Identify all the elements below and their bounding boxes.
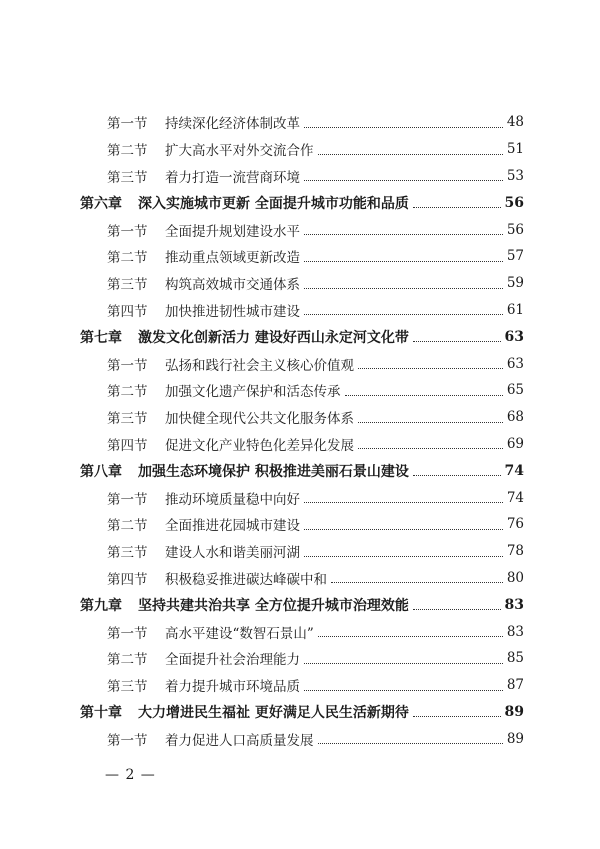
toc-entry-page: 63 bbox=[506, 355, 524, 372]
toc-entry-number: 第八章 bbox=[80, 463, 122, 480]
toc-section-entry[interactable] bbox=[0, 484, 524, 511]
toc-entry-page: 80 bbox=[506, 569, 524, 586]
toc-entry-title: 加快推进韧性城市建设 bbox=[165, 303, 300, 320]
toc-entry-number: 第一节 bbox=[107, 491, 148, 508]
dot-leader bbox=[318, 154, 503, 155]
toc-chapter-entry[interactable] bbox=[0, 323, 524, 350]
dot-leader bbox=[304, 180, 503, 181]
toc-section-entry[interactable] bbox=[0, 672, 524, 699]
toc-entry-number: 第二节 bbox=[107, 143, 148, 160]
toc-section-entry[interactable] bbox=[0, 538, 524, 565]
toc-section-entry[interactable] bbox=[0, 163, 524, 190]
toc-entry-page: 87 bbox=[506, 677, 524, 694]
dot-leader bbox=[413, 716, 501, 717]
dot-leader bbox=[304, 288, 503, 289]
toc-entry-title: 全面推进花园城市建设 bbox=[165, 518, 300, 535]
toc-entry-number: 第一节 bbox=[107, 625, 148, 642]
toc-section-entry[interactable] bbox=[0, 270, 524, 297]
dot-leader bbox=[358, 422, 503, 423]
toc-section-entry[interactable] bbox=[0, 377, 524, 404]
toc-entry-page: 74 bbox=[506, 489, 524, 506]
toc-entry-number: 第三节 bbox=[107, 277, 148, 294]
toc-entry-page: 89 bbox=[506, 730, 524, 747]
toc-entry-number: 第一节 bbox=[107, 223, 148, 240]
toc-entry-page: 59 bbox=[506, 275, 524, 292]
toc-entry-page: 53 bbox=[506, 167, 524, 184]
toc-entry-number: 第七章 bbox=[80, 329, 122, 346]
dot-leader bbox=[331, 582, 503, 583]
toc-entry-number: 第六章 bbox=[80, 195, 122, 212]
dot-leader bbox=[413, 341, 501, 342]
toc-entry-page: 85 bbox=[506, 650, 524, 667]
toc-section-entry[interactable] bbox=[0, 297, 524, 324]
toc-entry-number: 第三节 bbox=[107, 679, 148, 696]
toc-entry-number: 第二节 bbox=[107, 384, 148, 401]
toc-entry-number: 第四节 bbox=[107, 437, 148, 454]
toc-section-entry[interactable] bbox=[0, 216, 524, 243]
toc-chapter-entry[interactable] bbox=[0, 457, 524, 484]
toc-section-entry[interactable] bbox=[0, 511, 524, 538]
toc-entry-title: 大力增进民生福祉 更好满足人民生活新期待 bbox=[138, 704, 409, 721]
dot-leader bbox=[413, 609, 501, 610]
toc-entry-title: 坚持共建共治共享 全方位提升城市治理效能 bbox=[138, 597, 409, 614]
toc-section-entry[interactable] bbox=[0, 136, 524, 163]
toc-entry-title: 着力促进人口高质量发展 bbox=[165, 732, 314, 749]
toc-entry-title: 积极稳妥推进碳达峰碳中和 bbox=[165, 571, 327, 588]
dot-leader bbox=[304, 234, 503, 235]
toc-entry-title: 全面提升规划建设水平 bbox=[165, 223, 300, 240]
toc-section-entry[interactable] bbox=[0, 725, 524, 752]
toc-entry-number: 第二节 bbox=[107, 518, 148, 535]
toc-chapter-entry[interactable] bbox=[0, 699, 524, 726]
toc-entry-title: 推动环境质量稳中向好 bbox=[165, 491, 300, 508]
toc-entry-page: 56 bbox=[506, 221, 524, 238]
toc-section-entry[interactable] bbox=[0, 431, 524, 458]
toc-entry-page: 83 bbox=[506, 623, 524, 640]
dot-leader bbox=[318, 636, 503, 637]
toc-entry-title: 激发文化创新活力 建设好西山永定河文化带 bbox=[138, 329, 409, 346]
toc-entry-number: 第四节 bbox=[107, 303, 148, 320]
toc-chapter-entry[interactable] bbox=[0, 189, 524, 216]
toc-entry-title: 加强文化遗产保护和活态传承 bbox=[165, 384, 341, 401]
toc-entry-page: 68 bbox=[506, 409, 524, 426]
toc-entry-number: 第一节 bbox=[107, 357, 148, 374]
toc-entry-page: 57 bbox=[506, 248, 524, 265]
dot-leader bbox=[304, 529, 503, 530]
toc-section-entry[interactable] bbox=[0, 350, 524, 377]
toc-chapter-entry[interactable] bbox=[0, 591, 524, 618]
toc-entry-page: 83 bbox=[504, 596, 524, 613]
toc-entry-number: 第二节 bbox=[107, 250, 148, 267]
toc-entry-number: 第四节 bbox=[107, 571, 148, 588]
dot-leader bbox=[413, 475, 501, 476]
toc-entry-number: 第一节 bbox=[107, 732, 148, 749]
toc-section-entry[interactable] bbox=[0, 243, 524, 270]
toc-entry-number: 第三节 bbox=[107, 411, 148, 428]
toc-section-entry[interactable] bbox=[0, 404, 524, 431]
toc-entry-title: 深入实施城市更新 全面提升城市功能和品质 bbox=[138, 195, 409, 212]
toc-section-entry[interactable] bbox=[0, 109, 524, 136]
toc-entry-title: 着力提升城市环境品质 bbox=[165, 679, 300, 696]
toc-entry-page: 61 bbox=[506, 301, 524, 318]
dot-leader bbox=[358, 448, 503, 449]
toc-entry-page: 63 bbox=[504, 328, 524, 345]
page-number: — 2 — bbox=[105, 767, 156, 783]
toc-entry-page: 48 bbox=[506, 114, 524, 131]
toc-entry-page: 89 bbox=[504, 703, 524, 720]
toc-entry-title: 加快健全现代公共文化服务体系 bbox=[165, 411, 354, 428]
toc-entry-title: 扩大高水平对外交流合作 bbox=[165, 143, 314, 160]
toc-entry-number: 第二节 bbox=[107, 652, 148, 669]
toc-entry-page: 51 bbox=[506, 141, 524, 158]
toc-entry-number: 第三节 bbox=[107, 169, 148, 186]
toc-entry-title: 着力打造一流营商环境 bbox=[165, 169, 300, 186]
toc-entry-page: 56 bbox=[504, 194, 524, 211]
toc-entry-number: 第九章 bbox=[80, 597, 122, 614]
dot-leader bbox=[304, 690, 503, 691]
dot-leader bbox=[413, 207, 501, 208]
toc-entry-title: 推动重点领域更新改造 bbox=[165, 250, 300, 267]
dot-leader bbox=[304, 261, 503, 262]
dot-leader bbox=[304, 127, 503, 128]
toc-entry-title: 高水平建设“数智石景山” bbox=[165, 625, 314, 642]
toc-entry-title: 构筑高效城市交通体系 bbox=[165, 277, 300, 294]
toc-entry-number: 第三节 bbox=[107, 545, 148, 562]
toc-entry-title: 持续深化经济体制改革 bbox=[165, 116, 300, 133]
toc-section-entry[interactable] bbox=[0, 565, 524, 592]
toc-entry-page: 76 bbox=[506, 516, 524, 533]
toc-section-entry[interactable] bbox=[0, 618, 524, 645]
toc-entry-page: 69 bbox=[506, 435, 524, 452]
toc-entry-title: 促进文化产业特色化差异化发展 bbox=[165, 437, 354, 454]
dot-leader bbox=[318, 743, 503, 744]
toc-entry-page: 74 bbox=[504, 462, 524, 479]
toc-entry-title: 建设人水和谐美丽河湖 bbox=[165, 545, 300, 562]
table-of-contents bbox=[0, 109, 600, 752]
toc-entry-title: 全面提升社会治理能力 bbox=[165, 652, 300, 669]
toc-entry-page: 65 bbox=[506, 382, 524, 399]
toc-entry-title: 弘扬和践行社会主义核心价值观 bbox=[165, 357, 354, 374]
toc-entry-page: 78 bbox=[506, 543, 524, 560]
dot-leader bbox=[304, 502, 503, 503]
toc-entry-title: 加强生态环境保护 积极推进美丽石景山建设 bbox=[138, 463, 409, 480]
toc-section-entry[interactable] bbox=[0, 645, 524, 672]
dot-leader bbox=[304, 663, 503, 664]
dot-leader bbox=[304, 556, 503, 557]
toc-entry-number: 第十章 bbox=[80, 704, 122, 721]
dot-leader bbox=[358, 368, 503, 369]
dot-leader bbox=[345, 395, 503, 396]
toc-entry-number: 第一节 bbox=[107, 116, 148, 133]
dot-leader bbox=[304, 314, 503, 315]
